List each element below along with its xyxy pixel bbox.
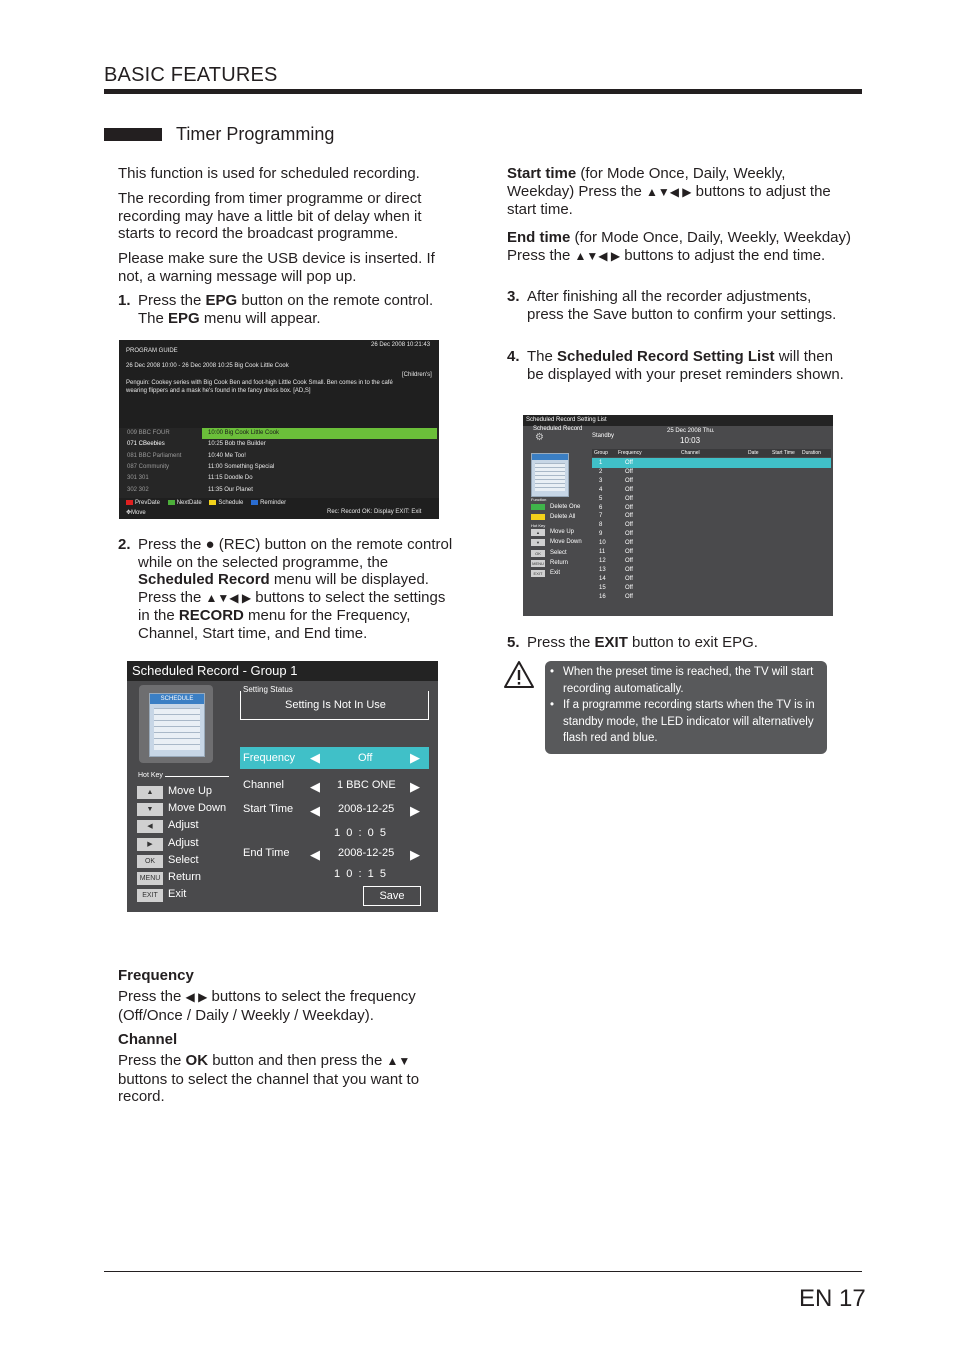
list-row-group[interactable]: 12 xyxy=(599,557,606,564)
step-4: 4. The Scheduled Record Setting List will then be displayed with your preset reminders shown. xyxy=(507,348,844,383)
step-2: 2. Press the ● (REC) button on the remote control while on the selected programme, the Scheduled Record menu will be displayed. Press the ▲▼◀ ▶ buttons to select the settings in the RECORD menu for the Frequency, Channel, Start time, and End time. xyxy=(118,536,453,642)
list-hotkey-key: MENU xyxy=(532,560,544,566)
channel-label: Channel xyxy=(243,779,284,791)
hotkey-divider xyxy=(165,776,229,777)
intro-paragraph-3: Please make sure the USB device is inserted. If not, a warning message will pop up. xyxy=(118,250,435,285)
frequency-label: Frequency xyxy=(243,752,295,764)
list-row-group[interactable]: 2 xyxy=(599,468,603,475)
hotkey-key: EXIT xyxy=(137,889,163,902)
list-hotkey-label: Exit xyxy=(550,570,561,577)
list-row-frequency[interactable]: Off xyxy=(625,540,633,547)
list-row-frequency[interactable]: Off xyxy=(625,531,633,538)
list-hotkey-label: Select xyxy=(550,549,567,556)
list-hotkey-key: EXIT xyxy=(531,570,545,577)
status-label: Setting Status xyxy=(243,685,293,694)
list-row-group[interactable]: 1 xyxy=(599,460,603,466)
list-row-frequency[interactable]: Off xyxy=(625,468,633,475)
start-time-text: Start time (for Mode Once, Daily, Weekly, Weekday) Press the ▲▼◀ ▶ buttons to adjust the start time. xyxy=(507,165,831,218)
hotkey-key: MENU xyxy=(137,872,163,885)
note-box xyxy=(545,661,827,754)
list-row-group[interactable]: 14 xyxy=(599,575,606,582)
list-hotkey-key: ▲ xyxy=(531,529,545,536)
channel-heading: Channel xyxy=(118,1031,178,1048)
list-date: 25 Dec 2008 Thu. xyxy=(667,428,715,434)
epg-channel[interactable]: 081 BBC Parliament xyxy=(127,452,182,459)
list-row-frequency[interactable]: Off xyxy=(625,575,633,582)
header-rule xyxy=(104,89,862,94)
channel-value: 1 BBC ONE xyxy=(337,779,396,791)
setting-list-screenshot xyxy=(523,415,833,616)
list-row-frequency[interactable]: Off xyxy=(625,486,633,493)
calendar-icon xyxy=(531,453,569,497)
hotkey-label: Adjust xyxy=(168,819,199,832)
list-row-group[interactable]: 16 xyxy=(599,593,606,600)
hotkey-key: ▶ xyxy=(137,838,163,851)
list-column-header: Start Time xyxy=(772,450,795,456)
epg-move-hint: ✥Move xyxy=(126,510,146,516)
frequency-value: Off xyxy=(358,752,373,764)
warning-icon xyxy=(503,660,535,690)
list-row-frequency[interactable]: Off xyxy=(625,477,633,484)
list-row-frequency[interactable]: Off xyxy=(625,522,633,529)
epg-programme[interactable]: 10:40 Me Too! xyxy=(208,452,246,459)
step-5: 5. Press the EXIT button to exit EPG. xyxy=(507,634,758,651)
calendar-icon: SCHEDULE xyxy=(139,685,213,763)
start-time-value: 1 0 : 0 5 xyxy=(334,827,386,839)
list-row-group[interactable]: 5 xyxy=(599,495,603,502)
epg-programme[interactable]: 10:25 Bob the Builder xyxy=(208,441,266,448)
start-date-right-arrow[interactable]: ▶ xyxy=(410,803,420,818)
list-hotkey-key: ▼ xyxy=(531,539,545,546)
hotkey-label: Move Down xyxy=(168,802,227,815)
list-column-header: Duration xyxy=(802,450,821,456)
green-key xyxy=(531,504,545,510)
list-row-frequency[interactable]: Off xyxy=(625,495,633,502)
step-number: 1. xyxy=(118,292,131,309)
intro-paragraph-2: The recording from timer programme or direct recording may have a little bit of delay when it starts to record the broadcast programme. xyxy=(118,190,422,242)
start-date-left-arrow[interactable]: ◀ xyxy=(310,803,320,818)
list-column-header: Frequency xyxy=(618,450,642,456)
end-date-right-arrow[interactable]: ▶ xyxy=(410,847,420,862)
note-item: • If a programme recording starts when the TV is in standby mode, the LED indicator will alternatively flash red and blue. xyxy=(563,697,817,747)
list-time: 10:03 xyxy=(680,436,701,445)
epg-title: PROGRAM GUIDE xyxy=(126,348,178,354)
epg-description-2: wearing flippers and a mask he's found in the fancy dress box. [AD,S] xyxy=(126,388,311,394)
list-row-frequency[interactable]: Off xyxy=(625,593,633,600)
section-title: BASIC FEATURES xyxy=(104,64,278,86)
epg-channel[interactable]: 301 301 xyxy=(127,475,149,482)
end-time-label: End Time xyxy=(243,847,290,859)
hotkey-label: Exit xyxy=(168,888,187,901)
list-row-group[interactable]: 13 xyxy=(599,566,606,573)
hotkey-key: OK xyxy=(137,855,163,868)
hotkey-key: ▼ xyxy=(137,803,163,816)
epg-channel[interactable]: 009 BBC FOUR xyxy=(127,430,170,436)
list-hotkey-key: OK xyxy=(531,550,545,557)
yellow-key xyxy=(531,514,545,520)
epg-channel[interactable]: 071 CBeebies xyxy=(127,441,165,448)
epg-programme[interactable]: 11:35 Our Planet xyxy=(208,486,253,493)
epg-datetime: 26 Dec 2008 10:21:43 xyxy=(371,342,431,348)
function-delete-all: Delete All xyxy=(550,514,576,520)
epg-programme[interactable]: 10:00 Big Cook Little Cook xyxy=(208,430,280,436)
epg-channel[interactable]: 087 Community xyxy=(127,463,170,470)
list-column-header: Group xyxy=(594,450,608,456)
list-row-frequency[interactable]: Off xyxy=(625,584,633,591)
epg-channel[interactable]: 302 302 xyxy=(127,486,149,493)
intro-line-1: This function is used for scheduled recording. xyxy=(118,165,420,182)
list-hotkey-label: Return xyxy=(550,559,569,566)
function-delete-one: Delete One xyxy=(550,504,581,510)
list-row-group[interactable]: 9 xyxy=(599,531,603,538)
list-row-frequency[interactable]: Off xyxy=(625,460,633,466)
start-date-value: 2008-12-25 xyxy=(338,803,395,815)
subsection-marker xyxy=(104,128,162,141)
list-row-group[interactable]: 15 xyxy=(599,584,606,591)
status-value: Setting Is Not In Use xyxy=(285,699,386,711)
step-1: 1. Press the EPG button on the remote control. The EPG menu will appear. xyxy=(118,292,434,327)
epg-screenshot xyxy=(119,340,439,519)
function-label: Function xyxy=(531,497,547,502)
frequency-left-arrow[interactable]: ◀ xyxy=(310,750,320,765)
list-row-group[interactable]: 3 xyxy=(599,477,603,484)
list-row-group[interactable]: 7 xyxy=(599,513,603,520)
end-date-value: 2008-12-25 xyxy=(338,847,395,859)
list-row-group[interactable]: 11 xyxy=(599,549,606,555)
hotkey-label: Return xyxy=(168,871,202,883)
hotkey-key: ▲ xyxy=(137,786,163,799)
subsection-title: Timer Programming xyxy=(176,124,335,144)
hotkey-label: Select xyxy=(168,853,199,866)
epg-key-hints: Rec: Record OK: Display EXIT: Exit xyxy=(327,509,422,515)
frequency-right-arrow[interactable]: ▶ xyxy=(410,750,420,765)
scheduled-record-title: Scheduled Record - Group 1 xyxy=(127,661,438,681)
start-time-label: Start Time xyxy=(243,803,294,815)
list-row-frequency[interactable]: Off xyxy=(625,549,633,555)
epg-programme[interactable]: 11:15 Doodle Do xyxy=(208,475,253,482)
epg-genre: [Children's] xyxy=(402,372,432,378)
page-number: EN 17 xyxy=(799,1285,866,1312)
channel-left-arrow[interactable]: ◀ xyxy=(310,779,320,794)
list-hotkey-label: Hot Key xyxy=(531,523,546,528)
hotkey-label: Adjust xyxy=(168,836,199,849)
channel-text: Press the OK button and then press the ▲▼ buttons to select the channel that you want to record. xyxy=(118,1052,420,1105)
list-row-group[interactable]: 10 xyxy=(599,540,606,547)
list-row-frequency[interactable]: Off xyxy=(625,504,633,511)
epg-description-1: Penguin: Cookey series with Big Cook Ben and foot-high Little Cook Small. Ben comes in to the café xyxy=(126,380,393,386)
end-date-left-arrow[interactable]: ◀ xyxy=(310,847,320,862)
frequency-heading: Frequency xyxy=(118,967,194,984)
list-standby: Standby xyxy=(592,433,615,439)
list-title: Scheduled Record Setting List xyxy=(526,417,607,423)
epg-programme[interactable]: 11:00 Something Special xyxy=(208,463,275,470)
list-row-group[interactable]: 4 xyxy=(599,486,603,493)
list-row-frequency[interactable]: Off xyxy=(625,566,633,573)
list-row-group[interactable]: 6 xyxy=(599,504,603,511)
list-row-frequency[interactable]: Off xyxy=(625,513,633,520)
footer-rule xyxy=(104,1271,862,1272)
scheduled-record-screenshot xyxy=(127,661,438,912)
list-row-frequency[interactable]: Off xyxy=(625,557,633,564)
end-time-text: End time (for Mode Once, Daily, Weekly, Weekday) Press the ▲▼◀ ▶ buttons to adjust the end time. xyxy=(507,229,851,264)
list-column-header: Date xyxy=(748,450,759,456)
note-item: • When the preset time is reached, the TV will start recording automatically. xyxy=(563,664,817,697)
gear-icon: ⚙ xyxy=(535,432,544,443)
hotkey-key: ◀ xyxy=(137,820,163,833)
epg-legend: PrevDate NextDate Schedule Reminder xyxy=(126,500,286,506)
end-time-value: 1 0 : 1 5 xyxy=(334,868,386,880)
list-subtitle: Scheduled Record xyxy=(533,426,583,432)
frequency-text: Press the ◀ ▶ buttons to select the frequency (Off/Once / Daily / Weekly / Weekday). xyxy=(118,988,416,1024)
hotkey-label: Move Up xyxy=(168,785,213,797)
list-hotkey-label: Move Down xyxy=(550,539,582,546)
list-hotkey-label: Move Up xyxy=(550,529,575,535)
list-row-group[interactable]: 8 xyxy=(599,522,603,529)
list-column-header: Channel xyxy=(681,450,700,456)
save-button[interactable]: Save xyxy=(363,886,421,906)
epg-range: 26 Dec 2008 10:00 - 26 Dec 2008 10:25 Big Cook Little Cook xyxy=(126,363,289,369)
channel-right-arrow[interactable]: ▶ xyxy=(410,779,420,794)
hotkey-label: Hot Key xyxy=(138,772,163,779)
step-3: 3. After finishing all the recorder adjustments, press the Save button to confirm your settings. xyxy=(507,288,837,323)
